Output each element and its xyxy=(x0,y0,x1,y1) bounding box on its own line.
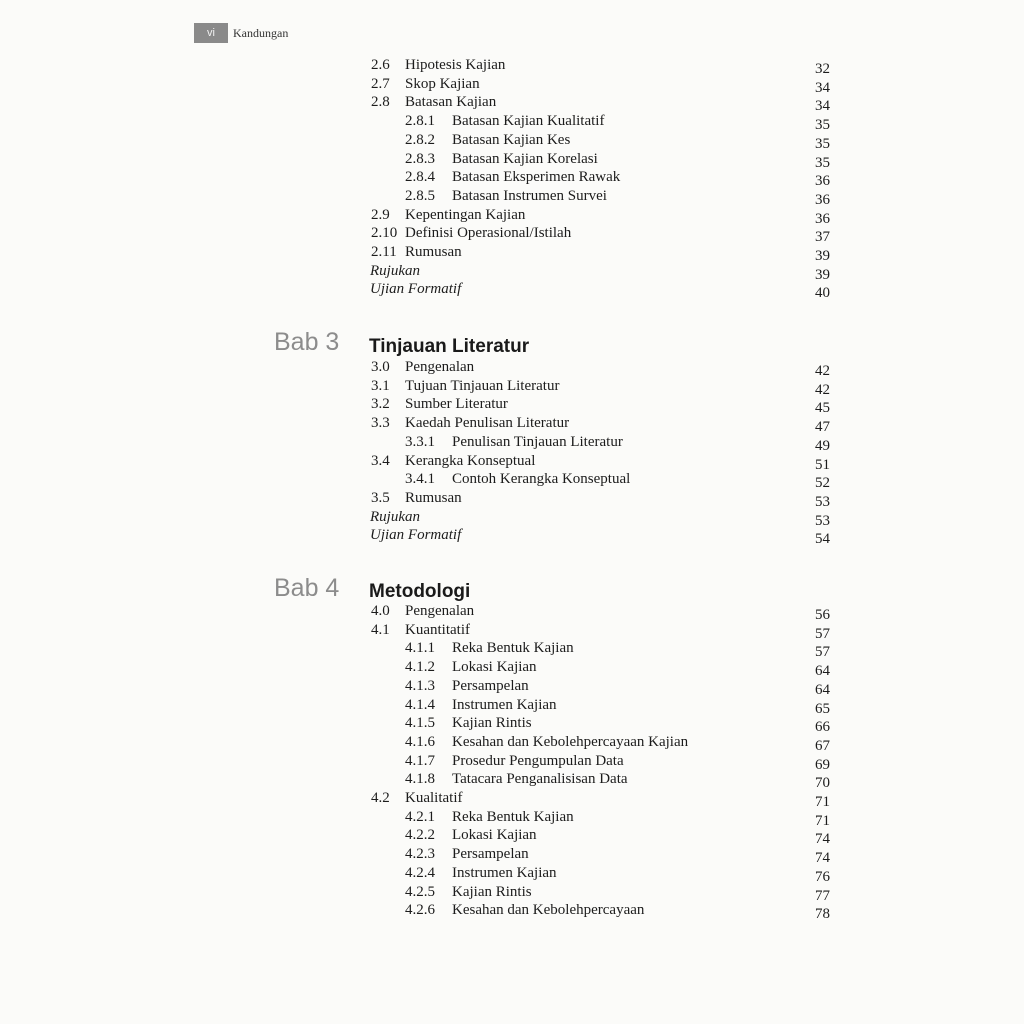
toc-entry-title: Hipotesis Kajian xyxy=(405,57,506,73)
toc-entry-title: Kajian Rintis xyxy=(452,715,532,732)
toc-entry-number: 4.2 xyxy=(371,790,390,806)
toc-entry xyxy=(0,696,1024,715)
toc-entry-title: Reka Bentuk Kajian xyxy=(452,808,574,825)
toc-entry-page: 71 xyxy=(815,794,830,810)
toc-entry-title: Sumber Literatur xyxy=(405,396,508,413)
toc-entry-number: 4.2.2 xyxy=(405,827,435,844)
toc-entry-title: Kerangka Konseptual xyxy=(405,452,536,469)
toc-entry-number: 4.0 xyxy=(371,603,390,619)
toc-entry-title: Kepentingan Kajian xyxy=(405,206,526,223)
toc-entry-page: 42 xyxy=(815,363,830,379)
chapter-label: Bab 3 xyxy=(274,328,340,356)
toc-entry-page: 77 xyxy=(815,887,830,904)
toc-entry-page: 42 xyxy=(815,381,830,398)
toc-entry-title: Batasan Kajian xyxy=(405,94,497,111)
toc-entry-page: 45 xyxy=(815,400,830,417)
toc-entry xyxy=(0,770,1024,789)
toc-entry-number: 4.1.8 xyxy=(405,771,435,788)
toc-entry xyxy=(0,150,1024,169)
toc-entry-number: 2.8.5 xyxy=(405,187,435,204)
toc-entry xyxy=(0,414,1024,433)
toc-entry-number: 2.8.4 xyxy=(405,169,435,186)
toc-entry-page: 57 xyxy=(815,644,830,661)
toc-entry-number: 3.4 xyxy=(371,452,390,469)
toc-entry-title: Definisi Operasional/Istilah xyxy=(405,225,572,242)
toc-entry-page: 53 xyxy=(815,512,830,529)
toc-entry xyxy=(0,168,1024,187)
toc-entry-page: 74 xyxy=(815,831,830,848)
toc-entry-title: Persampelan xyxy=(452,846,529,863)
toc-entry-number: 3.0 xyxy=(371,359,390,375)
toc-entry-page: 51 xyxy=(815,456,830,473)
toc-entry-title: Ujian Formatif xyxy=(370,281,462,298)
toc-entry-number: 4.2.4 xyxy=(405,864,435,881)
toc-entry xyxy=(0,826,1024,845)
toc-entry-page: 67 xyxy=(815,737,830,754)
toc-entry xyxy=(0,677,1024,696)
toc-entry-number: 4.1.6 xyxy=(405,733,435,750)
toc-entry-title: Kaedah Penulisan Literatur xyxy=(405,415,570,432)
toc-entry-page: 52 xyxy=(815,475,830,492)
toc-entry xyxy=(0,883,1024,902)
toc-entry-page: 71 xyxy=(815,812,830,829)
toc-entry xyxy=(0,433,1024,452)
toc-entry xyxy=(0,377,1024,396)
toc-entry-number: 3.4.1 xyxy=(405,471,435,488)
toc-entry-number: 2.8.3 xyxy=(405,150,435,167)
toc-entry-title: Rujukan xyxy=(370,262,420,279)
chapter-title: Metodologi xyxy=(369,581,471,602)
toc-entry xyxy=(0,206,1024,225)
toc-entry-title: Batasan Kajian Kes xyxy=(452,131,571,148)
toc-entry-number: 4.1 xyxy=(371,621,390,638)
toc-entry-number: 4.1.3 xyxy=(405,677,435,694)
toc-entry-page: 37 xyxy=(815,229,830,246)
toc-entry xyxy=(0,508,1024,527)
toc-entry xyxy=(0,901,1024,920)
toc-entry xyxy=(0,621,1024,640)
toc-entry-number: 4.2.1 xyxy=(405,808,435,825)
toc-entry-number: 2.9 xyxy=(371,206,390,223)
toc-entry-number: 2.6 xyxy=(371,57,390,73)
toc-entry xyxy=(0,639,1024,658)
toc-entry-title: Batasan Eksperimen Rawak xyxy=(452,169,621,186)
toc-entry-number: 2.7 xyxy=(371,75,390,92)
toc-entry-page: 53 xyxy=(815,493,830,510)
toc-entry-title: Reka Bentuk Kajian xyxy=(452,640,574,657)
toc-entry-number: 2.11 xyxy=(371,244,397,260)
toc-entry-page: 35 xyxy=(815,117,830,134)
toc-entry-title: Instrumen Kajian xyxy=(452,864,557,881)
toc-entry-number: 3.2 xyxy=(371,396,390,413)
toc-entry-number: 4.1.5 xyxy=(405,715,435,732)
page-number: vi xyxy=(194,23,228,43)
toc-entry xyxy=(0,243,1024,262)
toc-entry-page: 56 xyxy=(815,607,830,623)
toc-entry xyxy=(0,187,1024,206)
toc-entry-page: 40 xyxy=(815,285,830,302)
toc-entry-page: 78 xyxy=(815,906,830,923)
toc-entry xyxy=(0,131,1024,150)
toc-entry-number: 3.5 xyxy=(371,489,390,506)
toc-entry xyxy=(0,224,1024,243)
toc-entry-title: Batasan Kajian Korelasi xyxy=(452,150,598,167)
toc-entry-page: 39 xyxy=(815,266,830,283)
toc-entry xyxy=(0,280,1024,299)
toc-entry-page: 36 xyxy=(815,210,830,227)
toc-entry-page: 49 xyxy=(815,437,830,454)
toc-entry xyxy=(0,658,1024,677)
toc-entry xyxy=(0,262,1024,281)
toc-entry-number: 4.2.6 xyxy=(405,902,435,919)
toc-entry-page: 64 xyxy=(815,663,830,680)
toc-entry-title: Persampelan xyxy=(452,677,529,694)
toc-entry-number: 4.1.7 xyxy=(405,752,435,769)
toc-entry-page: 34 xyxy=(815,98,830,115)
toc-entry xyxy=(0,864,1024,883)
toc-entry xyxy=(0,526,1024,545)
toc-entry-page: 32 xyxy=(815,61,830,77)
toc-entry-title: Rumusan xyxy=(405,489,462,506)
toc-entry-title: Rumusan xyxy=(405,244,462,260)
toc-entry xyxy=(0,93,1024,112)
toc-entry-page: 64 xyxy=(815,681,830,698)
toc-entry xyxy=(0,789,1024,808)
toc-entry-page: 76 xyxy=(815,868,830,885)
running-head: Kandungan xyxy=(233,25,289,40)
toc-entry xyxy=(0,452,1024,471)
toc-entry-number: 4.1.2 xyxy=(405,659,435,676)
chapter-label: Bab 4 xyxy=(274,574,340,602)
toc-entry xyxy=(0,602,1024,621)
toc-entry-page: 74 xyxy=(815,850,830,867)
toc-entry-title: Instrumen Kajian xyxy=(452,696,557,713)
toc-entry xyxy=(0,112,1024,131)
toc-entry-page: 65 xyxy=(815,700,830,717)
toc-entry-title: Kesahan dan Kebolehpercayaan Kajian xyxy=(452,733,689,750)
toc-entry-number: 3.3.1 xyxy=(405,433,435,450)
toc-entry-number: 3.1 xyxy=(371,377,390,394)
chapter-title: Tinjauan Literatur xyxy=(369,336,530,357)
toc-entry-page: 35 xyxy=(815,154,830,171)
toc-entry xyxy=(0,733,1024,752)
toc-entry-page: 57 xyxy=(815,625,830,642)
toc-entry-title: Tatacara Penganalisisan Data xyxy=(452,771,628,788)
toc-entry-title: Lokasi Kajian xyxy=(452,659,537,676)
toc-entry-number: 4.2.3 xyxy=(405,846,435,863)
toc-entry xyxy=(0,56,1024,75)
toc-entry xyxy=(0,470,1024,489)
toc-entry xyxy=(0,358,1024,377)
toc-entry-page: 39 xyxy=(815,248,830,264)
toc-entry-page: 54 xyxy=(815,531,830,548)
toc-entry-page: 36 xyxy=(815,173,830,190)
toc-entry xyxy=(0,395,1024,414)
toc-entry xyxy=(0,75,1024,94)
toc-entry-number: 4.1.1 xyxy=(405,640,435,657)
toc-entry xyxy=(0,808,1024,827)
toc-entry-title: Rujukan xyxy=(370,508,420,525)
toc-entry-page: 34 xyxy=(815,79,830,96)
toc-entry-page: 70 xyxy=(815,775,830,792)
toc-entry-page: 35 xyxy=(815,135,830,152)
toc-entry-title: Kesahan dan Kebolehpercayaan xyxy=(452,902,645,919)
toc-entry-title: Kuantitatif xyxy=(405,621,470,638)
toc-entry-title: Pengenalan xyxy=(405,603,475,619)
toc-entry-title: Batasan Kajian Kualitatif xyxy=(452,113,605,130)
toc-entry-title: Kajian Rintis xyxy=(452,883,532,900)
toc-entry-page: 47 xyxy=(815,419,830,436)
toc-entry-title: Lokasi Kajian xyxy=(452,827,537,844)
toc-entry-number: 2.8.1 xyxy=(405,113,435,130)
toc-entry-page: 69 xyxy=(815,756,830,773)
toc-entry-title: Kualitatif xyxy=(405,790,463,806)
toc-entry-title: Tujuan Tinjauan Literatur xyxy=(405,377,560,394)
toc-entry xyxy=(0,714,1024,733)
toc-entry-page: 66 xyxy=(815,719,830,736)
toc-entry-title: Contoh Kerangka Konseptual xyxy=(452,471,631,488)
toc-entry xyxy=(0,752,1024,771)
toc-entry-title: Ujian Formatif xyxy=(370,527,462,544)
toc-entry-page: 36 xyxy=(815,191,830,208)
toc-entry-title: Pengenalan xyxy=(405,359,475,375)
toc-entry-number: 4.2.5 xyxy=(405,883,435,900)
toc-entry-title: Prosedur Pengumpulan Data xyxy=(452,752,624,769)
toc-entry-number: 3.3 xyxy=(371,415,390,432)
toc-entry-title: Penulisan Tinjauan Literatur xyxy=(452,433,623,450)
toc-entry xyxy=(0,489,1024,508)
toc-entry-number: 2.10 xyxy=(371,225,398,242)
toc-entry-number: 4.1.4 xyxy=(405,696,435,713)
toc-entry xyxy=(0,845,1024,864)
page-header xyxy=(194,23,288,43)
toc-entry-number: 2.8 xyxy=(371,94,390,111)
toc-entry-number: 2.8.2 xyxy=(405,131,435,148)
toc-entry-title: Batasan Instrumen Survei xyxy=(452,187,607,204)
toc-entry-title: Skop Kajian xyxy=(405,75,480,92)
